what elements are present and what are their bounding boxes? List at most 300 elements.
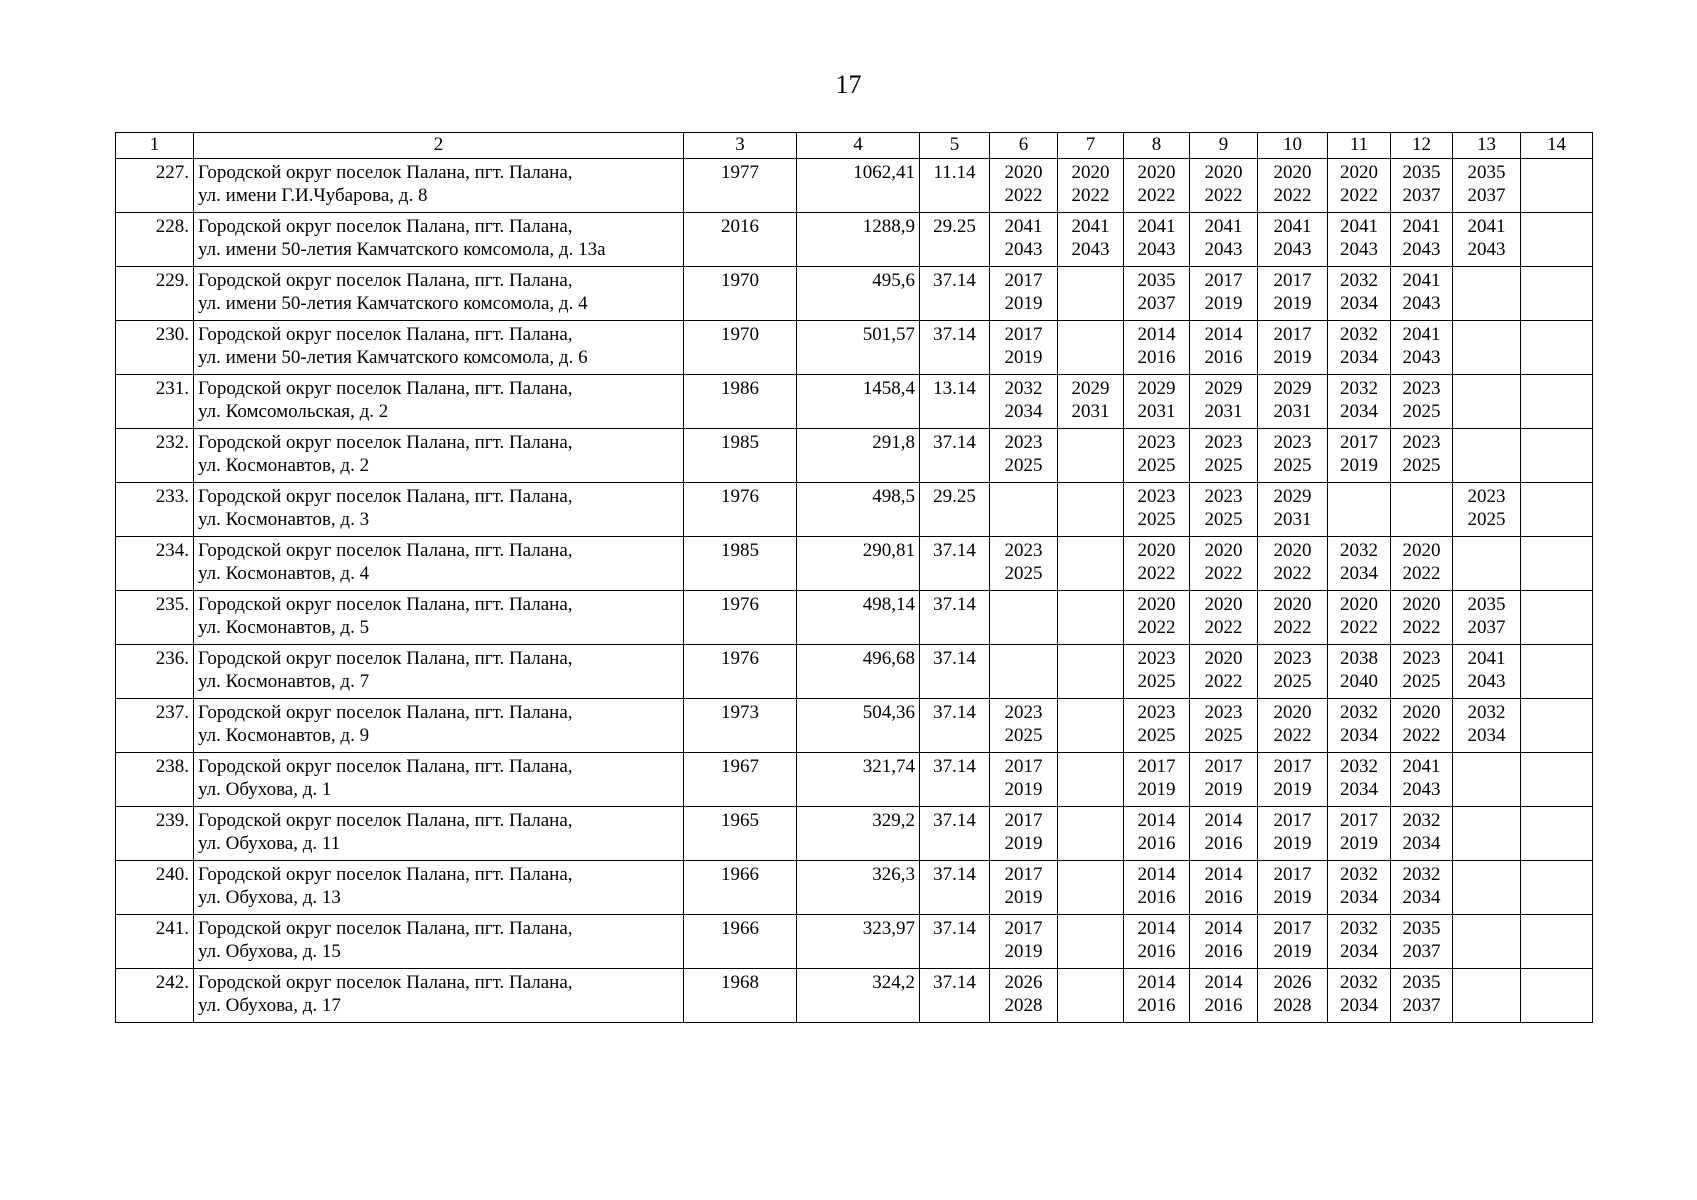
code-cell: 37.14 — [920, 429, 990, 483]
term-cell — [1190, 861, 1258, 915]
term-end: 2025 — [1004, 563, 1043, 584]
term-cell — [1258, 159, 1328, 213]
term-start: 2035 — [1402, 162, 1441, 183]
term-cell — [1190, 321, 1258, 375]
term-start: 2041 — [1340, 216, 1378, 237]
row-number-cell: 228. — [116, 213, 194, 267]
term-end: 2016 — [1137, 833, 1176, 854]
area-cell: 1458,4 — [797, 375, 920, 429]
term-start: 2041 — [1467, 648, 1506, 669]
area-cell: 504,36 — [797, 699, 920, 753]
code-cell: 37.14 — [920, 861, 990, 915]
term-cell — [1453, 537, 1521, 591]
address-line-1: Городской округ поселок Палана, пгт. Палана, — [198, 864, 573, 885]
term-cell — [1391, 699, 1453, 753]
term-end: 2019 — [1004, 347, 1043, 368]
term-start: 2023 — [1204, 432, 1243, 453]
term-cell — [1258, 969, 1328, 1023]
term-cell — [1258, 537, 1328, 591]
address-line-2: ул. Космонавтов, д. 4 — [198, 563, 370, 584]
term-start: 2020 — [1273, 702, 1312, 723]
column-header: 5 — [920, 133, 990, 159]
code-cell: 37.14 — [920, 537, 990, 591]
term-start: 2017 — [1004, 756, 1043, 777]
term-start: 2014 — [1137, 918, 1176, 939]
year-cell: 2016 — [684, 213, 797, 267]
column-header: 10 — [1258, 133, 1328, 159]
term-end: 2022 — [1004, 185, 1043, 206]
code-cell: 29.25 — [920, 213, 990, 267]
term-cell — [1391, 645, 1453, 699]
term-cell — [1453, 645, 1521, 699]
term-cell — [1258, 699, 1328, 753]
table-row — [116, 429, 1593, 483]
table-row — [116, 699, 1593, 753]
term-end: 2037 — [1402, 185, 1441, 206]
term-cell — [1190, 969, 1258, 1023]
address-line-2: ул. Обухова, д. 13 — [198, 887, 341, 908]
address-cell — [194, 321, 684, 375]
code-cell: 37.14 — [920, 969, 990, 1023]
term-cell — [1124, 483, 1190, 537]
code-cell: 37.14 — [920, 267, 990, 321]
term-end: 2043 — [1273, 239, 1312, 260]
term-start: 2023 — [1137, 648, 1176, 669]
term-cell — [1521, 375, 1593, 429]
term-cell — [1328, 591, 1391, 645]
term-cell — [1391, 159, 1453, 213]
term-cell — [990, 321, 1058, 375]
term-cell — [1058, 807, 1124, 861]
term-start: 2014 — [1137, 972, 1176, 993]
term-start: 2029 — [1273, 378, 1312, 399]
header-row — [116, 133, 1593, 159]
term-start: 2017 — [1273, 810, 1312, 831]
term-start: 2035 — [1467, 594, 1506, 615]
term-start: 2023 — [1402, 432, 1441, 453]
term-cell — [990, 915, 1058, 969]
term-cell — [1258, 645, 1328, 699]
term-cell — [1124, 807, 1190, 861]
row-number-cell: 239. — [116, 807, 194, 861]
column-header: 11 — [1328, 133, 1391, 159]
term-start: 2032 — [1340, 756, 1378, 777]
term-cell — [1391, 915, 1453, 969]
term-end: 2019 — [1204, 293, 1243, 314]
term-start: 2017 — [1004, 270, 1043, 291]
term-end: 2034 — [1340, 779, 1378, 800]
term-end: 2022 — [1137, 185, 1176, 206]
table-row — [116, 537, 1593, 591]
term-start: 2032 — [1340, 918, 1378, 939]
term-start: 2035 — [1137, 270, 1176, 291]
area-cell: 1288,9 — [797, 213, 920, 267]
column-header: 4 — [797, 133, 920, 159]
term-end: 2022 — [1071, 185, 1110, 206]
address-line-2: ул. Обухова, д. 17 — [198, 995, 341, 1016]
term-cell — [1328, 915, 1391, 969]
term-cell — [1058, 213, 1124, 267]
term-end: 2016 — [1137, 887, 1176, 908]
column-header: 9 — [1190, 133, 1258, 159]
term-cell — [1058, 969, 1124, 1023]
term-end: 2022 — [1273, 617, 1312, 638]
term-start: 2014 — [1204, 864, 1243, 885]
page-number: 17 — [835, 70, 862, 99]
term-start: 2014 — [1204, 972, 1243, 993]
term-cell — [990, 375, 1058, 429]
code-cell: 37.14 — [920, 591, 990, 645]
row-number-cell: 233. — [116, 483, 194, 537]
term-start: 2023 — [1004, 432, 1043, 453]
term-cell — [1328, 807, 1391, 861]
term-start: 2041 — [1467, 216, 1506, 237]
area-cell: 495,6 — [797, 267, 920, 321]
term-cell — [1058, 483, 1124, 537]
term-start: 2020 — [1071, 162, 1110, 183]
term-end: 2034 — [1004, 401, 1043, 422]
year-cell: 1965 — [684, 807, 797, 861]
register-table — [115, 132, 1593, 1023]
row-number-cell: 229. — [116, 267, 194, 321]
term-cell — [1190, 429, 1258, 483]
term-start: 2014 — [1137, 864, 1176, 885]
table-row — [116, 321, 1593, 375]
code-cell: 37.14 — [920, 807, 990, 861]
code-cell: 37.14 — [920, 699, 990, 753]
term-end: 2022 — [1273, 185, 1312, 206]
code-cell: 37.14 — [920, 915, 990, 969]
term-end: 2022 — [1137, 563, 1176, 584]
term-cell — [1391, 267, 1453, 321]
year-cell: 1985 — [684, 537, 797, 591]
address-cell — [194, 807, 684, 861]
address-line-2: ул. имени 50-летия Камчатского комсомола, д. 6 — [198, 347, 588, 368]
term-cell — [990, 699, 1058, 753]
term-end: 2019 — [1273, 887, 1312, 908]
term-cell — [1190, 267, 1258, 321]
term-cell — [1190, 537, 1258, 591]
term-end: 2025 — [1137, 725, 1176, 746]
term-start: 2032 — [1340, 324, 1378, 345]
term-cell — [1328, 969, 1391, 1023]
term-start: 2017 — [1004, 810, 1043, 831]
term-start: 2017 — [1204, 270, 1243, 291]
term-cell — [990, 861, 1058, 915]
term-end: 2025 — [1004, 455, 1043, 476]
term-start: 2041 — [1402, 216, 1441, 237]
address-line-2: ул. имени 50-летия Камчатского комсомола, д. 4 — [198, 293, 588, 314]
term-end: 2022 — [1402, 725, 1441, 746]
term-cell — [1258, 483, 1328, 537]
term-start: 2017 — [1340, 810, 1378, 831]
year-cell: 1967 — [684, 753, 797, 807]
term-cell — [1058, 645, 1124, 699]
term-start: 2041 — [1137, 216, 1176, 237]
term-end: 2043 — [1402, 347, 1441, 368]
term-end: 2034 — [1340, 725, 1378, 746]
term-end: 2019 — [1204, 779, 1243, 800]
term-start: 2020 — [1204, 594, 1243, 615]
term-cell — [1328, 699, 1391, 753]
term-start: 2032 — [1402, 864, 1441, 885]
term-start: 2041 — [1004, 216, 1043, 237]
address-line-1: Городской округ поселок Палана, пгт. Палана, — [198, 810, 573, 831]
area-cell: 324,2 — [797, 969, 920, 1023]
year-cell: 1970 — [684, 267, 797, 321]
term-end: 2016 — [1204, 995, 1243, 1016]
term-end: 2043 — [1204, 239, 1243, 260]
address-line-2: ул. имени Г.И.Чубарова, д. 8 — [198, 185, 428, 206]
term-start: 2020 — [1137, 594, 1176, 615]
term-start: 2038 — [1340, 648, 1378, 669]
term-end: 2031 — [1204, 401, 1243, 422]
term-end: 2043 — [1467, 239, 1506, 260]
term-end: 2022 — [1204, 563, 1243, 584]
term-end: 2031 — [1137, 401, 1176, 422]
term-cell — [1190, 159, 1258, 213]
term-end: 2034 — [1402, 887, 1441, 908]
term-end: 2019 — [1340, 455, 1378, 476]
column-header: 2 — [194, 133, 684, 159]
term-cell — [1190, 699, 1258, 753]
term-start: 2026 — [1273, 972, 1312, 993]
term-cell — [1521, 591, 1593, 645]
term-end: 2037 — [1402, 995, 1441, 1016]
row-number-cell: 231. — [116, 375, 194, 429]
term-cell — [1258, 267, 1328, 321]
term-end: 2034 — [1402, 833, 1441, 854]
address-cell — [194, 483, 684, 537]
term-start: 2032 — [1402, 810, 1441, 831]
term-cell — [1328, 213, 1391, 267]
address-line-2: ул. Космонавтов, д. 7 — [198, 671, 370, 692]
term-cell — [1391, 375, 1453, 429]
term-end: 2025 — [1204, 509, 1243, 530]
term-start: 2020 — [1204, 648, 1243, 669]
term-cell — [1328, 321, 1391, 375]
term-cell — [1058, 159, 1124, 213]
term-cell — [1124, 645, 1190, 699]
term-cell — [1258, 807, 1328, 861]
term-end: 2037 — [1402, 941, 1441, 962]
term-end: 2022 — [1340, 617, 1378, 638]
term-cell — [1190, 645, 1258, 699]
term-end: 2043 — [1402, 293, 1441, 314]
address-cell — [194, 645, 684, 699]
table-row — [116, 753, 1593, 807]
term-start: 2041 — [1204, 216, 1243, 237]
term-end: 2019 — [1273, 941, 1312, 962]
term-end: 2022 — [1402, 617, 1441, 638]
term-cell — [990, 213, 1058, 267]
term-end: 2037 — [1137, 293, 1176, 314]
term-start: 2032 — [1467, 702, 1506, 723]
term-cell — [1391, 429, 1453, 483]
year-cell: 1976 — [684, 591, 797, 645]
term-cell — [1453, 753, 1521, 807]
term-start: 2023 — [1273, 648, 1312, 669]
column-header: 1 — [116, 133, 194, 159]
term-cell — [1058, 375, 1124, 429]
term-cell — [1058, 915, 1124, 969]
address-line-1: Городской округ поселок Палана, пгт. Палана, — [198, 594, 573, 615]
term-cell — [1190, 375, 1258, 429]
term-start: 2017 — [1273, 756, 1312, 777]
term-end: 2022 — [1273, 563, 1312, 584]
term-cell — [1124, 267, 1190, 321]
area-cell: 1062,41 — [797, 159, 920, 213]
term-end: 2025 — [1402, 401, 1441, 422]
term-start: 2014 — [1204, 918, 1243, 939]
term-start: 2017 — [1340, 432, 1378, 453]
address-line-1: Городской округ поселок Палана, пгт. Палана, — [198, 378, 573, 399]
term-cell — [1521, 159, 1593, 213]
term-cell — [1328, 645, 1391, 699]
term-end: 2025 — [1273, 455, 1312, 476]
term-end: 2034 — [1340, 347, 1378, 368]
address-line-1: Городской округ поселок Палана, пгт. Палана, — [198, 486, 573, 507]
term-end: 2019 — [1004, 293, 1043, 314]
column-header: 13 — [1453, 133, 1521, 159]
term-cell — [1328, 537, 1391, 591]
term-end: 2043 — [1340, 239, 1378, 260]
code-cell: 29.25 — [920, 483, 990, 537]
term-cell — [990, 267, 1058, 321]
term-cell — [1190, 213, 1258, 267]
term-cell — [1521, 861, 1593, 915]
term-start: 2017 — [1004, 324, 1043, 345]
term-start: 2029 — [1273, 486, 1312, 507]
address-cell — [194, 915, 684, 969]
term-start: 2041 — [1402, 756, 1441, 777]
row-number-cell: 241. — [116, 915, 194, 969]
term-cell — [1058, 321, 1124, 375]
term-start: 2017 — [1273, 918, 1312, 939]
table-row — [116, 969, 1593, 1023]
term-start: 2032 — [1340, 270, 1378, 291]
term-cell — [1124, 321, 1190, 375]
area-cell: 290,81 — [797, 537, 920, 591]
year-cell: 1970 — [684, 321, 797, 375]
term-start: 2020 — [1273, 162, 1312, 183]
term-end: 2025 — [1137, 455, 1176, 476]
term-start: 2041 — [1402, 270, 1441, 291]
term-cell — [990, 645, 1058, 699]
term-start: 2023 — [1467, 486, 1506, 507]
table-row — [116, 915, 1593, 969]
term-cell — [1521, 969, 1593, 1023]
term-cell — [1328, 483, 1391, 537]
term-end: 2034 — [1467, 725, 1506, 746]
table-row — [116, 159, 1593, 213]
term-cell — [1453, 915, 1521, 969]
table-row — [116, 483, 1593, 537]
term-cell — [1124, 915, 1190, 969]
term-cell — [1190, 591, 1258, 645]
term-start: 2023 — [1137, 702, 1176, 723]
code-cell: 37.14 — [920, 321, 990, 375]
term-start: 2041 — [1402, 324, 1441, 345]
term-start: 2032 — [1004, 378, 1043, 399]
column-header: 14 — [1521, 133, 1593, 159]
term-cell — [1258, 213, 1328, 267]
term-end: 2025 — [1402, 671, 1441, 692]
term-cell — [1258, 321, 1328, 375]
term-end: 2037 — [1467, 185, 1506, 206]
term-start: 2017 — [1004, 864, 1043, 885]
term-cell — [1190, 753, 1258, 807]
term-start: 2032 — [1340, 702, 1378, 723]
term-end: 2022 — [1204, 617, 1243, 638]
term-end: 2016 — [1137, 941, 1176, 962]
term-start: 2017 — [1273, 324, 1312, 345]
term-cell — [1328, 861, 1391, 915]
row-number-cell: 232. — [116, 429, 194, 483]
address-cell — [194, 159, 684, 213]
term-end: 2016 — [1204, 941, 1243, 962]
term-cell — [1190, 915, 1258, 969]
term-cell — [1391, 213, 1453, 267]
address-line-1: Городской округ поселок Палана, пгт. Палана, — [198, 432, 573, 453]
area-cell: 501,57 — [797, 321, 920, 375]
term-end: 2043 — [1004, 239, 1043, 260]
code-cell: 13.14 — [920, 375, 990, 429]
term-end: 2019 — [1273, 347, 1312, 368]
term-cell — [1521, 213, 1593, 267]
term-start: 2023 — [1137, 486, 1176, 507]
address-line-1: Городской округ поселок Палана, пгт. Палана, — [198, 756, 573, 777]
address-line-1: Городской округ поселок Палана, пгт. Палана, — [198, 702, 573, 723]
term-cell — [990, 159, 1058, 213]
term-cell — [1453, 699, 1521, 753]
term-start: 2041 — [1273, 216, 1312, 237]
address-cell — [194, 429, 684, 483]
term-start: 2020 — [1004, 162, 1043, 183]
term-cell — [1453, 213, 1521, 267]
term-cell — [1258, 861, 1328, 915]
term-cell — [1124, 753, 1190, 807]
term-end: 2028 — [1273, 995, 1312, 1016]
area-cell: 321,74 — [797, 753, 920, 807]
address-cell — [194, 213, 684, 267]
address-line-2: ул. имени 50-летия Камчатского комсомола, д. 13а — [198, 239, 606, 260]
code-cell: 37.14 — [920, 753, 990, 807]
year-cell: 1966 — [684, 861, 797, 915]
address-line-1: Городской округ поселок Палана, пгт. Палана, — [198, 162, 573, 183]
term-end: 2019 — [1004, 941, 1043, 962]
term-end: 2025 — [1137, 509, 1176, 530]
term-start: 2029 — [1137, 378, 1176, 399]
row-number-cell: 237. — [116, 699, 194, 753]
table-row — [116, 375, 1593, 429]
term-end: 2019 — [1004, 887, 1043, 908]
term-cell — [1521, 267, 1593, 321]
term-cell — [1124, 699, 1190, 753]
term-cell — [1328, 267, 1391, 321]
term-cell — [1124, 429, 1190, 483]
row-number-cell: 227. — [116, 159, 194, 213]
term-cell — [1521, 483, 1593, 537]
term-cell — [990, 483, 1058, 537]
address-line-2: ул. Обухова, д. 1 — [198, 779, 332, 800]
term-cell — [990, 537, 1058, 591]
year-cell: 1976 — [684, 645, 797, 699]
term-start: 2032 — [1340, 864, 1378, 885]
address-line-1: Городской округ поселок Палана, пгт. Палана, — [198, 324, 573, 345]
term-end: 2043 — [1071, 239, 1110, 260]
year-cell: 1976 — [684, 483, 797, 537]
